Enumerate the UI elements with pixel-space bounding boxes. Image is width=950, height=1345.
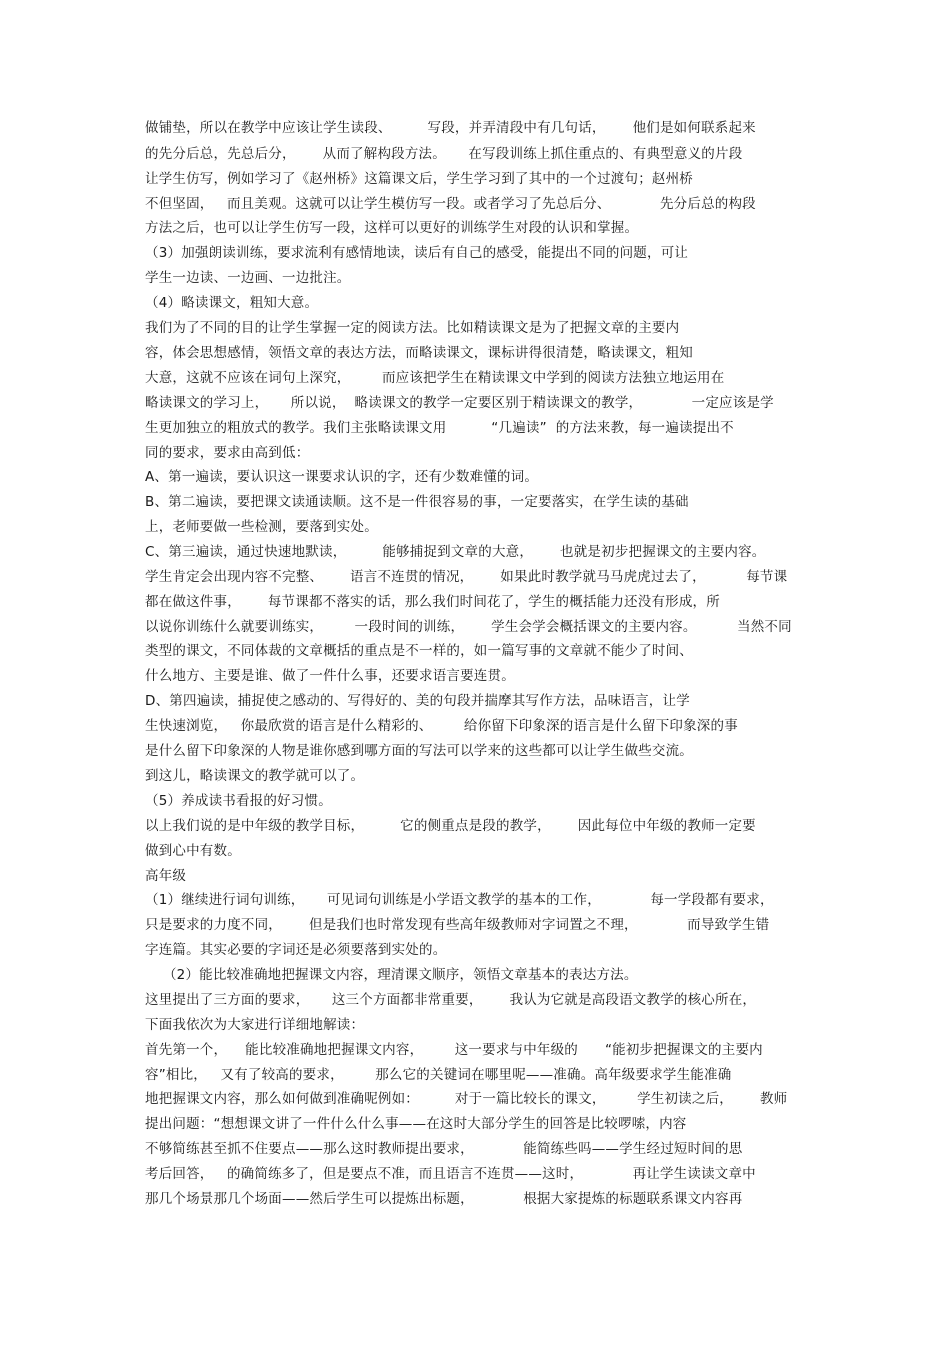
text-line: 以说你训练什么就要训练实， 一段时间的训练， 学生会学会概括课文的主要内容。 当然不同 (145, 619, 792, 635)
text-line: 那几个场景那几个场面——然后学生可以提炼出标题， 根据大家提炼的标题联系课文内容再 (145, 1191, 743, 1207)
text-line: 到这儿，略读课文的教学就可以了。 (145, 768, 365, 784)
text-line: 生更加独立的粗放式的教学。我们主张略读课文用 “几遍读” 的方法来教，每一遍读提出不 (145, 420, 734, 436)
text-line: 这里提出了三方面的要求， 这三个方面都非常重要， 我认为它就是高段语文教学的核心所在， (145, 992, 757, 1008)
text-line: 不但坚固， 而且美观。这就可以让学生模仿写一段。或者学习了先总后分、 先分后总的构段 (145, 196, 756, 212)
text-line: 字连篇。其实必要的字词还是必须要落到实处的。 (145, 942, 447, 958)
text-line: 只是要求的力度不同， 但是我们也时常发现有些高年级教师对字词置之不理， 而导致学生错 (145, 917, 770, 933)
text-line: 大意，这就不应该在词句上深究， 而应该把学生在精读课文中学到的阅读方法独立地运用在 (145, 370, 725, 386)
text-line: 不够简练甚至抓不住要点——那么这时教师提出要求， 能简练些吗——学生经过短时间的思 (145, 1141, 743, 1157)
text-line: 做到心中有数。 (145, 843, 241, 859)
text-line: 让学生仿写，例如学习了《赵州桥》这篇课文后，学生学习到了其中的一个过渡句；赵州桥 (145, 171, 693, 187)
text-line: （3）加强朗读训练，要求流利有感情地读，读后有自己的感受，能提出不同的问题，可让 (145, 245, 689, 261)
text-line: 地把握课文内容，那么如何做到准确呢例如： 对于一篇比较长的课文， 学生初读之后， 教师 (145, 1091, 788, 1107)
text-line: 略读课文的学习上， 所以说， 略读课文的教学一定要区别于精读课文的教学， 一定应该是学 (145, 395, 774, 411)
text-line: 是什么留下印象深的人物是谁你感到哪方面的写法可以学来的这些都可以让学生做些交流。 (145, 743, 693, 759)
text-line: （4）略读课文，粗知大意。 (145, 295, 319, 311)
text-line: C、第三遍读，通过快速地默读， 能够捕捉到文章的大意， 也就是初步把握课文的主要内容。 (145, 544, 766, 560)
text-line: 生快速浏览， 你最欣赏的语言是什么精彩的、 给你留下印象深的语言是什么留下印象深的事 (145, 718, 738, 734)
text-line: 考后回答， 的确简练多了，但是要点不准，而且语言不连贯——这时， 再让学生读读文章中 (145, 1166, 756, 1182)
text-line: 学生一边读、一边画、一边批注。 (145, 270, 351, 286)
text-line: （5）养成读书看报的好习惯。 (145, 793, 332, 809)
text-line: 同的要求，要求由高到低： (145, 445, 310, 461)
text-line: （1）继续进行词句训练， 可见词句训练是小学语文教学的基本的工作， 每一学段都有要求， (145, 892, 774, 908)
section-heading: 高年级 (145, 868, 187, 884)
text-line: 学生肯定会出现内容不完整、 语言不连贯的情况， 如果此时教学就马马虎虎过去了， 每节课 (145, 569, 788, 585)
text-line: 类型的课文，不同体裁的文章概括的重点是不一样的，如一篇写事的文章就不能少了时间、 (145, 643, 693, 659)
text-line: 我们为了不同的目的让学生掌握一定的阅读方法。比如精读课文是为了把握文章的主要内 (145, 320, 680, 336)
text-line: 容，体会思想感情，领悟文章的表达方法，而略读课文，课标讲得很清楚，略读课文，粗知 (145, 345, 693, 361)
text-line: 容”相比， 又有了较高的要求， 那么它的关键词在哪里呢——准确。高年级要求学生能准确 (145, 1067, 732, 1083)
text-line: 上，老师要做一些检测，要落到实处。 (145, 519, 378, 535)
text-line: 以上我们说的是中年级的教学目标， 它的侧重点是段的教学， 因此每位中年级的教师一定要 (145, 818, 756, 834)
text-line: 首先第一个， 能比较准确地把握课文内容， 这一要求与中年级的 “能初步把握课文的主要内 (145, 1042, 763, 1058)
text-line: B、第二遍读，要把课文读通读顺。这不是一件很容易的事，一定要落实，在学生读的基础 (145, 494, 689, 510)
text-line: 下面我依次为大家进行详细地解读： (145, 1017, 365, 1033)
text-line: 方法之后，也可以让学生仿写一段，这样可以更好的训练学生对段的认识和掌握。 (145, 220, 639, 236)
text-line: 提出问题：“想想课文讲了一件什么什么事——在这时大部分学生的回答是比较啰嗦，内容 (145, 1116, 687, 1132)
text-line: 做铺垫，所以在教学中应该让学生读段、 写段，并弄清段中有几句话， 他们是如何联系起来 (145, 120, 756, 136)
text-line: A、第一遍读，要认识这一课要求认识的字，还有少数难懂的词。 (145, 469, 539, 485)
text-line: （2）能比较准确地把握课文内容，理清课文顺序，领悟文章基本的表达方法。 (145, 967, 638, 983)
text-line: 都在做这件事， 每节课都不落实的话，那么我们时间花了，学生的概括能力还没有形成，所 (145, 594, 720, 610)
text-line: D、第四遍读，捕捉使之感动的、写得好的、美的句段并揣摩其写作方法，品味语言，让学 (145, 693, 690, 709)
text-line: 的先分后总，先总后分， 从而了解构段方法。 在写段训练上抓住重点的、有典型意义的片段 (145, 146, 743, 162)
text-line: 什么地方、主要是谁、做了一件什么事，还要求语言要连贯。 (145, 668, 515, 684)
